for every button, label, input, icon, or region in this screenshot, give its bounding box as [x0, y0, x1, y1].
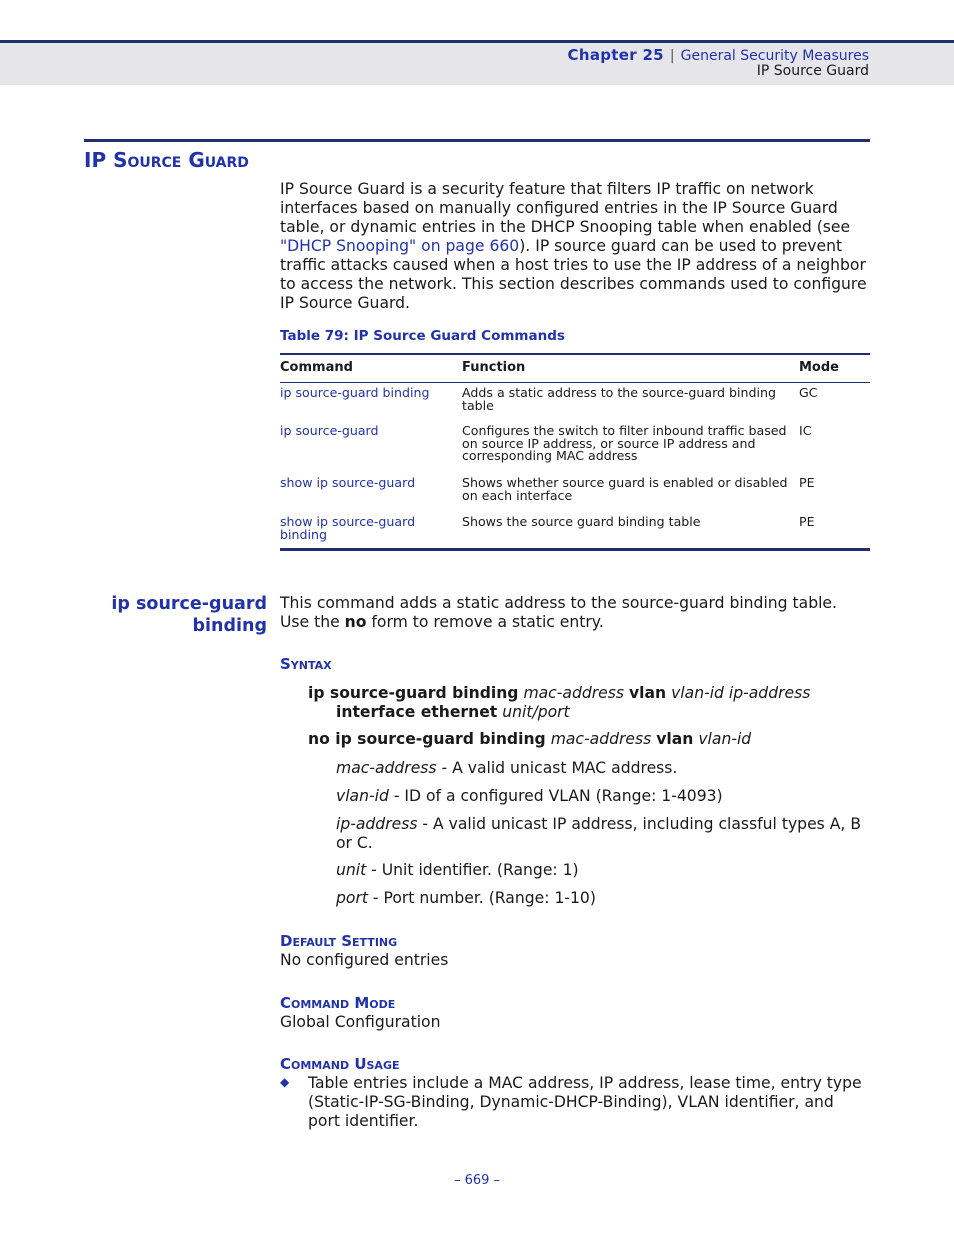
table-header-function: Function: [462, 360, 526, 375]
command-heading-line1: ip source-guard: [111, 594, 267, 614]
section-intro: [280, 180, 870, 313]
syntax-argument: mac-address: [550, 730, 652, 748]
table-top-rule: [280, 353, 870, 355]
page-number: – 669 –: [453, 1173, 501, 1188]
param-name: mac-address: [336, 759, 437, 777]
syntax-line-2: [308, 730, 870, 749]
running-header-section: IP Source Guard: [756, 63, 869, 79]
param-name: unit: [336, 861, 367, 879]
syntax-heading: Syntax: [280, 655, 332, 673]
chapter-title: General Security Measures: [680, 48, 869, 64]
section-title-rule: [84, 139, 870, 142]
diamond-bullet-icon: ◆: [280, 1075, 290, 1089]
syntax-argument: mac-address: [523, 684, 624, 702]
table-cell-mode: PE: [799, 514, 815, 529]
syntax-keyword: ip source-guard binding: [308, 684, 519, 702]
running-header-chapter: [568, 46, 869, 64]
table-cell-mode: PE: [799, 475, 815, 490]
syntax-line-1: [308, 684, 870, 722]
param-name: port: [336, 889, 368, 907]
param-desc: - A valid unicast MAC address.: [436, 759, 678, 777]
intro-text-2: ). IP source guard can be used to prevent traffic attacks caused when a host tries to use the IP address of a neighbor to access the network. This section describes commands used to configure IP Source Guard.: [280, 237, 867, 312]
intro-text-1: IP Source Guard is a security feature that filters IP traffic on network interfaces based on manually configured entries in the IP Source Guard table, or dynamic entries in the DHCP Snooping table when enabled (see: [280, 180, 851, 236]
command-heading-line2: binding: [192, 616, 267, 636]
command-usage-heading: Command Usage: [280, 1055, 400, 1073]
syntax-keyword: vlan: [656, 730, 694, 748]
param-desc: - A valid unicast IP address, including classful types A, B or C.: [336, 815, 862, 852]
command-heading: [111, 593, 267, 637]
syntax-keyword: no ip source-guard binding: [308, 730, 546, 748]
param-item: [336, 889, 870, 908]
param-name: vlan-id: [336, 787, 389, 805]
param-desc: - ID of a configured VLAN (Range: 1-4093): [388, 787, 723, 805]
syntax-argument: vlan-id ip-address: [671, 684, 811, 702]
description-text-1: This command adds a static address to the source-guard binding table. Use the: [280, 594, 837, 631]
command-mode-text: Global Configuration: [280, 1013, 441, 1031]
table-header-command: Command: [280, 360, 353, 375]
command-mode-heading: Command Mode: [280, 994, 396, 1012]
table-cell-function: Configures the switch to filter inbound traffic based on source IP address, or source IP address and corresponding MAC address: [462, 423, 787, 463]
param-item: [336, 861, 870, 880]
dhcp-snooping-link[interactable]: "DHCP Snooping" on page 660: [280, 237, 520, 255]
table-header-rule: [280, 382, 870, 383]
default-setting-heading: Default Setting: [280, 932, 398, 950]
table-cell-command[interactable]: show ip source-guard: [280, 475, 416, 490]
syntax-keyword: interface ethernet: [336, 703, 498, 721]
table-bottom-rule: [280, 548, 870, 551]
section-title: IP Source Guard: [84, 148, 249, 172]
table-cell-function: Shows whether source guard is enabled or disabled on each interface: [462, 475, 788, 503]
table-cell-command[interactable]: ip source-guard binding: [280, 385, 430, 400]
table-cell-command[interactable]: show ip source-guard binding: [280, 514, 416, 542]
header-separator: |: [669, 48, 675, 64]
usage-bullet-text: Table entries include a MAC address, IP address, lease time, entry type (Static-IP-SG-Binding, Dynamic-DHCP-Binding), VLAN identifier, and port identifier.: [308, 1074, 862, 1130]
syntax-argument: vlan-id: [698, 730, 752, 748]
param-desc: - Port number. (Range: 1-10): [367, 889, 596, 907]
table-cell-function: Adds a static address to the source-guard binding table: [462, 385, 777, 413]
table-cell-command[interactable]: ip source-guard: [280, 423, 379, 438]
param-desc: - Unit identifier. (Range: 1): [366, 861, 579, 879]
description-no-keyword: no: [344, 613, 367, 631]
param-item: [336, 787, 870, 806]
syntax-keyword: vlan: [628, 684, 667, 702]
table-header-mode: Mode: [799, 360, 839, 375]
param-item: [336, 815, 870, 853]
table-cell-mode: GC: [799, 385, 818, 400]
command-description: [280, 594, 870, 632]
table-cell-mode: IC: [799, 423, 812, 438]
default-setting-text: No configured entries: [280, 951, 449, 969]
description-text-2: form to remove a static entry.: [366, 613, 604, 631]
table-cell-function: Shows the source guard binding table: [462, 514, 701, 529]
chapter-label: Chapter 25: [567, 46, 664, 64]
syntax-argument: unit/port: [502, 703, 570, 721]
table-caption: Table 79: IP Source Guard Commands: [280, 328, 565, 344]
param-item: [336, 759, 870, 778]
param-name: ip-address: [336, 815, 418, 833]
